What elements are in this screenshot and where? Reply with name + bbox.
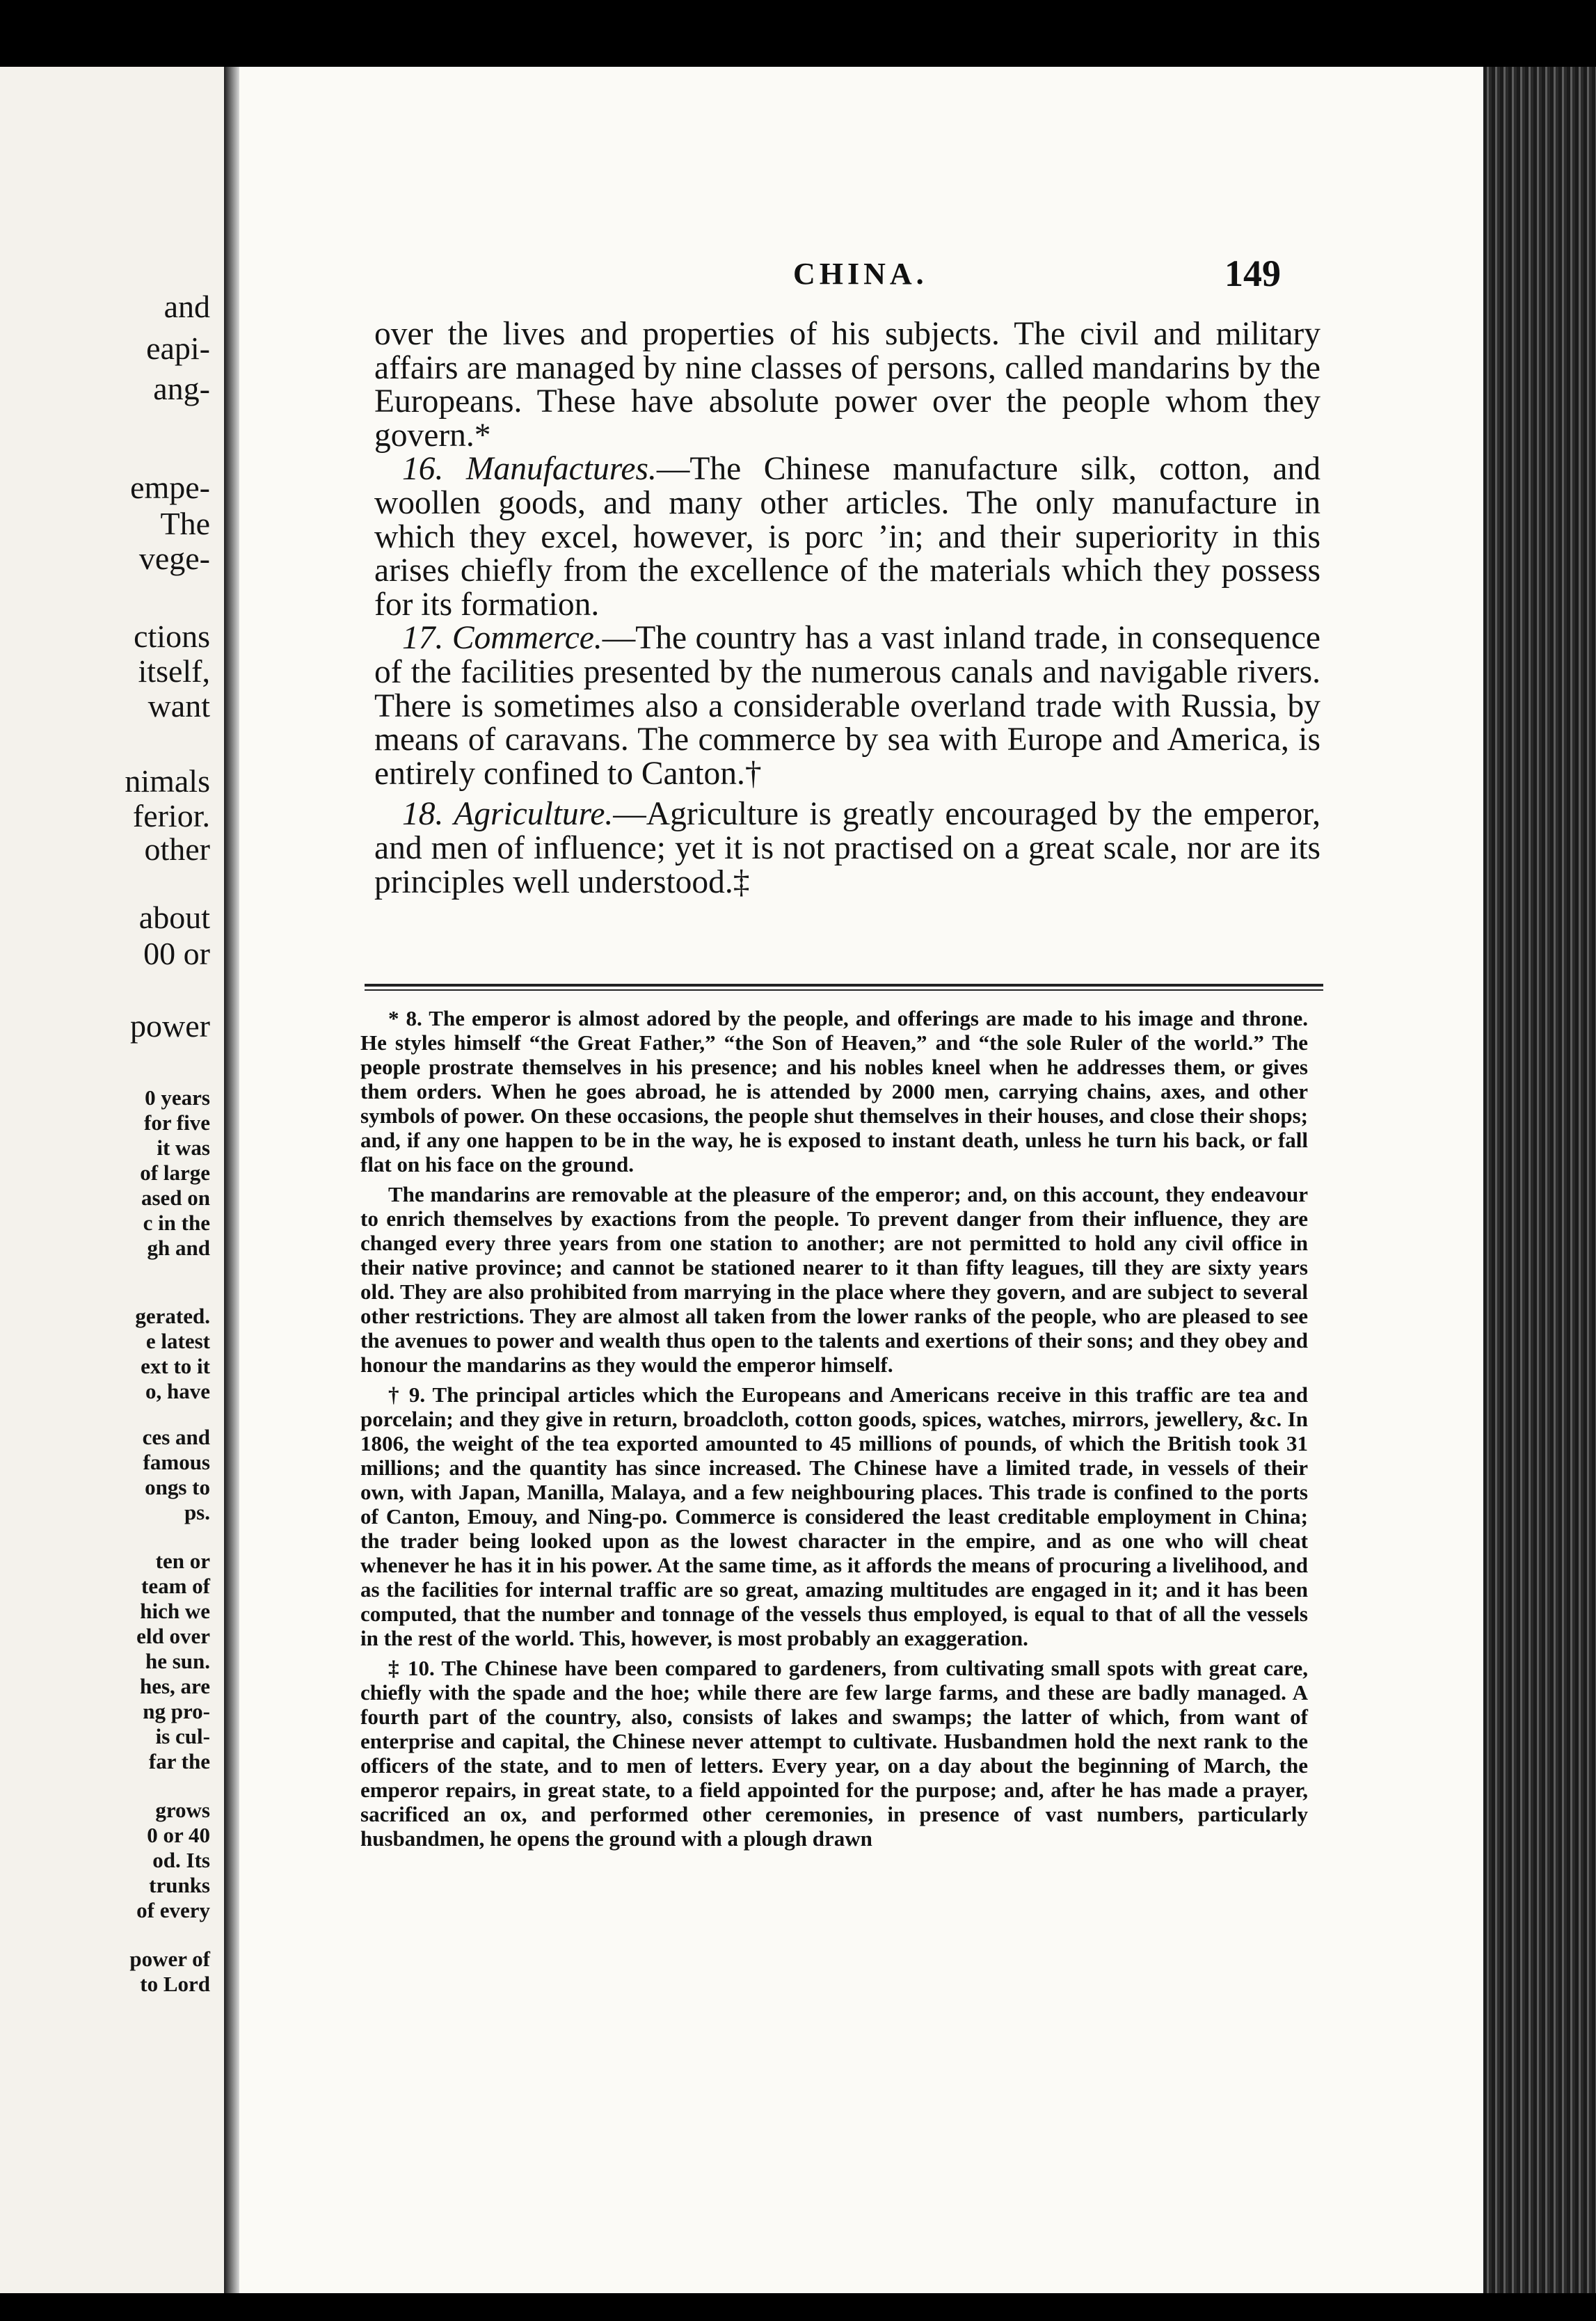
left-page-text: of every (136, 1898, 210, 1922)
left-page-text: grows (155, 1798, 210, 1822)
paragraph-manufactures (374, 452, 1320, 621)
left-page-text: nimals (125, 763, 210, 799)
left-page-text: it was (157, 1135, 210, 1160)
left-page-text: want (147, 688, 210, 724)
left-page-text: ongs to (145, 1475, 210, 1499)
left-page-text: for five (144, 1110, 210, 1135)
left-page-text: o, have (145, 1379, 210, 1403)
left-page-text: gerated. (135, 1304, 210, 1328)
section-text: —Agriculture is greatly encouraged by the emperor, and men of influence; yet it is not practised on a great scale, nor are its principles well understood.‡ (374, 796, 1320, 900)
left-page-text: gh and (147, 1236, 210, 1260)
left-page-text: to Lord (140, 1972, 210, 1996)
paragraph-agriculture (374, 797, 1320, 899)
left-page-text: other (144, 831, 210, 867)
left-page-text: hes, are (139, 1674, 210, 1698)
section-heading: 17. Commerce. (402, 620, 603, 657)
footnotes (360, 1006, 1308, 1856)
left-page-text: 0 or 40 (147, 1823, 210, 1847)
footnote-rule (365, 984, 1323, 991)
running-title: CHINA. (793, 257, 928, 291)
left-page-text: is cul- (155, 1724, 210, 1748)
left-page-text: team of (141, 1574, 210, 1598)
left-page-text: itself, (138, 653, 210, 689)
left-page-text: ang- (153, 371, 210, 406)
footnote-8-continued: The mandarins are removable at the pleasure of the emperor; and, on this account, they endeavour to enrich themselves by exactions from the people. To prevent danger from their influence, they are changed every three years from one station to another; are not permitted to hold any civil office in their native province; and cannot be stationed nearer to it than fifty leagues, till they are sixty years old. They are also prohibited from marrying in the place where they govern, and are subject to several other restrictions. They are almost all taken from the lower ranks of the people, who are pleased to see the avenues to power and wealth thus open to the talents and exertions of their sons; and they obey and honour the mandarins as they would the emperor himself. (360, 1182, 1308, 1377)
left-page-text: famous (143, 1450, 210, 1474)
left-page-text: eld over (136, 1624, 210, 1648)
left-page-text: c in the (143, 1211, 210, 1235)
left-page-text: eapi- (146, 330, 210, 366)
left-page-text: ext to it (141, 1354, 210, 1378)
left-page-text: 00 or (143, 936, 210, 971)
left-page-text: ased on (141, 1186, 210, 1210)
left-page-text: about (138, 900, 210, 935)
left-page-text: hich we (140, 1599, 210, 1623)
left-page-text: ces and (142, 1425, 210, 1449)
section-text: —The Chinese manufacture silk, cotton, and woollen goods, and many other articles. The only manufacture in which they excel, however, is porc ’in; and their superiority in this arises chiefly from the excellence of the materials which they possess for its formation. (374, 451, 1320, 623)
left-page-text: ps. (184, 1500, 210, 1524)
left-page-text: power of (129, 1947, 210, 1971)
paragraph: over the lives and properties of his subjects. The civil and military affairs are managed by nine classes of persons, called mandarins by the Europeans. These have absolute power over the people whom they govern.* (374, 316, 1320, 454)
section-heading: 16. Manufactures. (402, 451, 657, 488)
left-page-text: 0 years (145, 1085, 210, 1110)
left-page-text: empe- (130, 470, 210, 505)
section-heading: 18. Agriculture. (402, 796, 614, 833)
left-page-text: and (163, 289, 210, 324)
left-page-text: ng pro- (143, 1699, 210, 1723)
left-page-text: The (160, 506, 210, 541)
left-page-text: of large (140, 1160, 210, 1185)
left-page-text: ferior. (132, 798, 210, 834)
left-page-text: ctions (134, 619, 210, 654)
left-page-text: ten or (155, 1549, 210, 1573)
footnote-10: ‡ 10. The Chinese have been compared to gardeners, from cultivating small spots with great care, chiefly with the spade and the hoe; while there are few large farms, and these are badly managed. A fourth part of the country, also, consists of lakes and swamps; the latter of which, from want of enterprise and capital, the Chinese never attempt to cultivate. Husbandmen hold the next rank to the officers of the state, and to men of letters. Every year, on a day about the beginning of March, the emperor repairs, in great state, to a field appointed for the purpose; and, after he has made a prayer, sacrificed an ox, and performed other ceremonies, in presence of vast numbers, particularly husbandmen, he opens the ground with a plough drawn (360, 1656, 1308, 1851)
footnote-9: † 9. The principal articles which the Europeans and Americans receive in this traffic are tea and porcelain; and they give in return, broadcloth, cotton goods, spices, watches, mirrors, jewellery, &c. In 1806, the weight of the tea exported amounted to 45 millions of pounds, of which the British took 31 millions; and the quantity has since increased. The Chinese have a limited trade, in vessels of their own, with Japan, Manilla, Malaya, and a few neighbouring places. This trade is confined to the ports of Canton, Emouy, and Ning-po. Commerce is considered the least creditable employment in China; the trader being looked upon as the lowest character in the empire, and as one who will cheat whenever he has it in his power. At the same time, as it affords the means of procuring a livelihood, and as the facilities for internal traffic are so great, amazing multitudes are engaged in it; and it has been computed, that the number and tonnage of the vessels thus employed, is equal to that of all the vessels in the rest of the world. This, however, is most probably an exaggeration. (360, 1382, 1308, 1650)
left-page-text: e latest (145, 1329, 210, 1353)
left-page-text: od. Its (152, 1848, 210, 1872)
left-page-text: he sun. (145, 1649, 210, 1673)
paragraph-commerce (374, 621, 1320, 790)
book-gutter (224, 67, 239, 2293)
section-text: —The country has a vast inland trade, in consequence of the facilities presented by the numerous canals and navigable rivers. There is sometimes also a considerable overland trade with Russia, by means of caravans. The commerce by sea with Europe and America, is entirely confined to Canton.† (374, 620, 1320, 792)
page-number: 149 (1224, 253, 1281, 294)
main-text (374, 317, 1320, 899)
left-page-text: trunks (149, 1873, 210, 1897)
footnote-8: * 8. The emperor is almost adored by the people, and offerings are made to his image and throne. He styles himself “the Great Father,” “the Son of Heaven,” and “the sole Ruler of the world.” The people prostrate themselves in his presence; and his nobles kneel when he addresses them, or gives them orders. When he goes abroad, he is attended by 2000 men, carrying chains, axes, and other symbols of power. On these occasions, the people shut themselves in their houses, and close their shops; and, if any one happen to be in the way, he is exposed to instant death, unless he turn his back, or fall flat on his face on the ground. (360, 1006, 1308, 1177)
left-page-text: far the (148, 1749, 210, 1773)
left-page-fragment (0, 67, 224, 2293)
left-page-text: power (130, 1008, 210, 1044)
left-page-text: vege- (138, 541, 210, 576)
page-edges (1483, 67, 1596, 2293)
